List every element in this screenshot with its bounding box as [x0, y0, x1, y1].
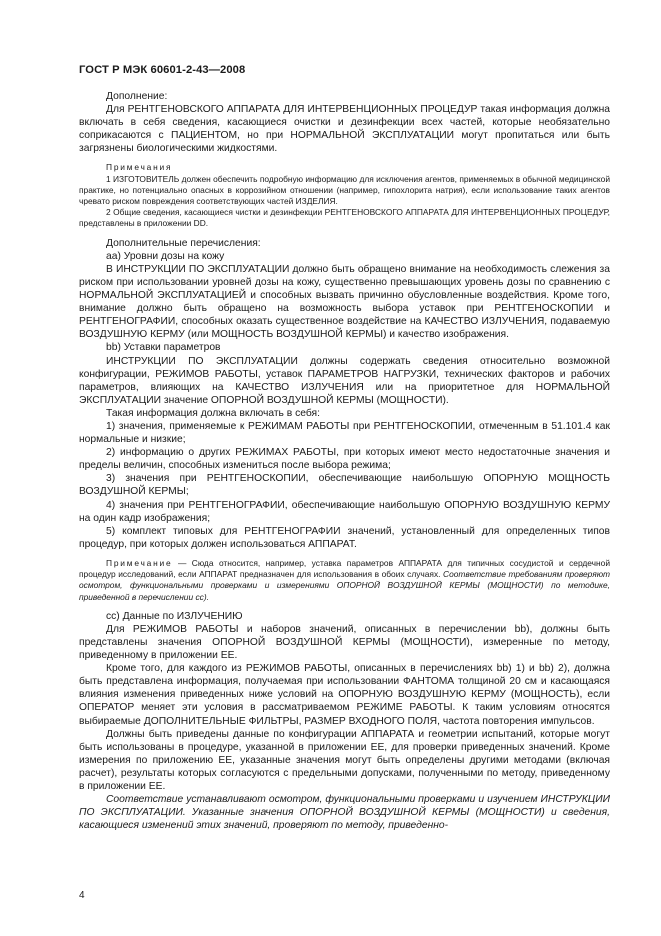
item-bb-label: bb) Уставки параметров: [106, 342, 221, 354]
list-item: 4) значения при РЕНТГЕНОГРАФИИ, обеспечивающие наибольшую ОПОРНУЮ ВОЗДУШНУЮ КЕРМУ на один кадр изображения;: [79, 499, 610, 524]
list-item: 2) информацию о других РЕЖИМАХ РАБОТЫ, при которых имеют место недостаточные значения и пределы величин, способных измениться после выбора режима;: [79, 447, 610, 472]
item-cc-paragraph-4: Соответствие устанавливают осмотром, функциональными проверками и изучением ИНСТРУКЦИИ ПО ЭКСПЛУАТАЦИИ. Указанные значения ОПОРНОЙ ВОЗДУШНОЙ КЕРМЫ (МОЩНОСТИ) и сведения, касающиеся изменений этих значений, проверяют по методу, приведенно-: [79, 794, 610, 832]
note-3-compliance: Соответствие требованиям проверяют осмотром, функциональными проверками и измерениями ОПОРНОЙ ВОЗДУШНОЙ КЕРМЫ (МОЩНОСТИ) по методике, приведенной в перечислении сс).: [79, 569, 610, 602]
note-1: 1 ИЗГОТОВИТЕЛЬ должен обеспечить подробную информацию для исключения агентов, применяемых в обычной медицинской практике, но потенциально опасных в коррозийном отношении (например, гипохлорита натрия), если использование таких агентов чревато риском повреждения соответствующих частей ИЗДЕЛИЯ.: [79, 173, 610, 207]
note-2: 2 Общие сведения, касающиеся чистки и дезинфекции РЕНТГЕНОВСКОГО АППАРАТА ДЛЯ ИНТЕРВЕНЦИОННЫХ ПРОЦЕДУР, представлены в приложении DD.: [79, 207, 610, 229]
note-3: [79, 558, 610, 603]
document-body: [79, 90, 610, 832]
item-cc-paragraph-1: Для РЕЖИМОВ РАБОТЫ и наборов значений, описанных в перечислении bb), должны быть представлены значения ОПОРНОЙ ВОЗДУШНОЙ КЕРМЫ (МОЩНОСТИ), измеренные по методу, приведенному в приложении ЕЕ.: [79, 623, 610, 662]
supplement-label: Дополнение:: [106, 91, 168, 102]
item-aa-text: В ИНСТРУКЦИИ ПО ЭКСПЛУАТАЦИИ должно быть обращено внимание на необходимость слежения за риском при использовании уровней дозы на кожу, существенно превышающих уровень дозы по сравнению с НОРМАЛЬНОЙ ЭКСПЛУАТАЦИЕЙ и способных вызвать причинно обусловленные воздействия. Кроме того, внимание должно быть обращено на возможность выбора уставок при РЕНТГЕНОСКОПИИ и РЕНТГЕНОГРАФИИ, способных оказать существенное воздействие на КАЧЕСТВО ИЗЛУЧЕНИЯ, подаваемую ВОЗДУШНУЮ КЕРМУ (или МОЩНОСТЬ ВОЗДУШНОЙ КЕРМЫ) и качество изображения.: [79, 263, 610, 341]
item-cc-label: сс) Данные по ИЗЛУЧЕНИЮ: [106, 610, 243, 622]
note-3-text: — Сюда относится, например, уставка параметров АППАРАТА для типичных сосудистой и сердечной процедур исследований, если АППАРАТ предназначен для использования в обоих случаях.: [79, 557, 610, 580]
item-bb-text: ИНСТРУКЦИИ ПО ЭКСПЛУАТАЦИИ должны содержать сведения относительно возможной конфигурации, РЕЖИМОВ РАБОТЫ, уставок ПАРАМЕТРОВ НАГРУЗКИ, технических факторов и рабочих параметров, влияющих на КАЧЕСТВО ИЗЛУЧЕНИЯ или на приоритетное для НОРМАЛЬНОЙ ЭКСПЛУАТАЦИИ значение ОПОРНОЙ ВОЗДУШНОЙ КЕРМЫ (МОЩНОСТИ).: [79, 355, 610, 406]
note-3-label: Примечание: [106, 557, 173, 568]
item-cc-paragraph-2: Кроме того, для каждого из РЕЖИМОВ РАБОТЫ, описанных в перечислениях bb) 1) и bb) 2), должна быть представлена информация, получаемая при использовании ФАНТОМА толщиной 20 см и касающаяся влияния изменения приведенных ниже условий на ОПОРНУЮ ВОЗДУШНУЮ КЕРМУ (МОЩНОСТЬ), если ОПЕРАТОР меняет эти условия в рассматриваемом РЕЖИМЕ РАБОТЫ. К таким условиям относятся выбираемые ДОПОЛНИТЕЛЬНЫЕ ФИЛЬТРЫ, РАЗМЕР ВХОДНОГО ПОЛЯ, частота повторения импульсов.: [79, 663, 610, 727]
item-cc-paragraph-3: Должны быть приведены данные по конфигурации АППАРАТА и геометрии испытаний, которые могут быть использованы в процедуре, указанной в приложении ЕЕ, для проверки приведенных значений. Кроме измерения по приложению ЕЕ, указанные значения могут быть определены другими методами (включая расчет), результаты которых согласуются с предельными допусками, полученными по методу, приведенному в приложении ЕЕ.: [79, 728, 610, 792]
item-bb-intro: Такая информация должна включать в себя:: [106, 407, 320, 419]
item-aa-label: аа) Уровни дозы на кожу: [106, 250, 225, 262]
notes-label: Примечания: [106, 162, 173, 173]
list-item: 5) комплект типовых для РЕНТГЕНОГРАФИИ значений, установленный для определенных типов процедур, при которых должен использоваться АППАРАТ.: [79, 525, 610, 550]
page-number: 4: [79, 890, 85, 901]
list-item: 3) значения при РЕНТГЕНОСКОПИИ, обеспечивающие наибольшую ОПОРНУЮ МОЩНОСТЬ ВОЗДУШНОЙ КЕРМЫ;: [79, 473, 610, 498]
document-header: ГОСТ Р МЭК 60601-2-43—2008: [79, 64, 246, 76]
additional-listing-label: Дополнительные перечисления:: [106, 237, 261, 249]
list-item: 1) значения, применяемые к РЕЖИМАМ РАБОТЫ при РЕНТГЕНОСКОПИИ, отмеченным в 51.101.4 как нормальные и низкие;: [79, 421, 610, 446]
supplement-text: Для РЕНТГЕНОВСКОГО АППАРАТА ДЛЯ ИНТЕРВЕНЦИОННЫХ ПРОЦЕДУР такая информация должна включать в себя сведения, касающиеся очистки и дезинфекции всех частей, которые необязательно соприкасаются с ПАЦИЕНТОМ, но при НОРМАЛЬНОЙ ЭКСПЛУАТАЦИИ могут пропитаться или быть загрязнены биологическими жидкостями.: [79, 104, 610, 155]
